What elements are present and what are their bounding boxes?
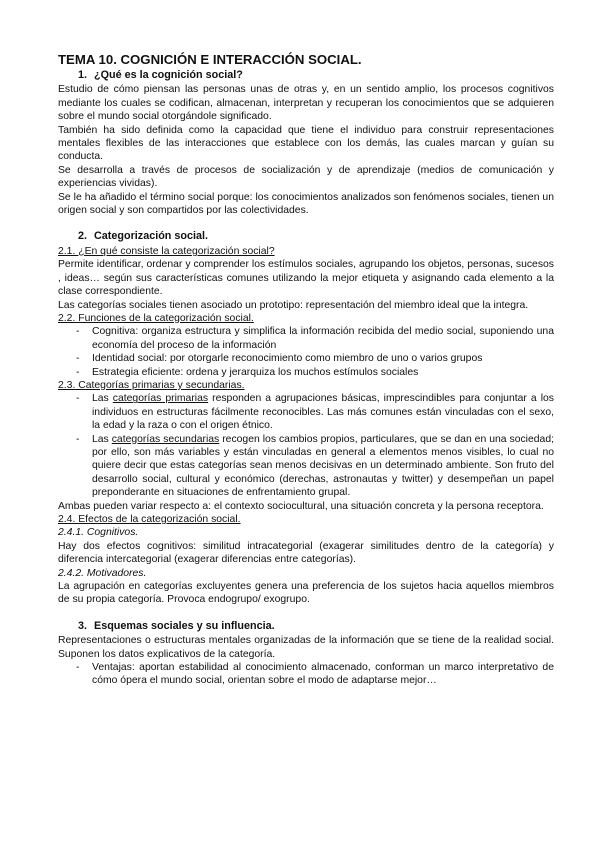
- list-item-text: Estrategia eficiente: ordena y jerarquiza los muchos estímulos sociales: [92, 366, 419, 378]
- list-item-text: Cognitiva: organiza estructura y simplifica la información recibida del medio social, suponiendo una economía del proceso de la información: [92, 326, 554, 351]
- list-item-prefix: Las: [92, 433, 112, 445]
- list-item: [58, 433, 554, 500]
- section-1-paragraph-4: Se le ha añadido el término social porque: los conocimientos analizados son fenómenos sociales, tienen un origen social y son compartidos por las colectividades.: [58, 191, 554, 217]
- list-item: [58, 392, 554, 432]
- section-3-number: 3.: [78, 619, 88, 632]
- list-item-text: recogen los cambios propios, particulares, que se dan en una sociedad; por ello, son más variables y están vinculadas en general a elementos menos visibles, lo cual no quiere decir que estas categorías sean menos decisivas en un determinado ambiente. Son fruto del desarrollo social, cultural y económico (derechas, astronautas y twitter) y desempeñan un papel preponderante en situaciones de enfrentamiento grupal.: [92, 433, 554, 499]
- section-2-4-1-paragraph: Hay dos efectos cognitivos: similitud intracategorial (exagerar similitudes dentro de la categoría) y diferencia intercategorial (exagerar diferencias entre categorías).: [58, 540, 554, 566]
- section-2-number: 2.: [78, 230, 88, 243]
- document-page: [58, 52, 554, 688]
- primary-categories-term: categorías primarias: [112, 393, 209, 405]
- functions-list: [58, 325, 554, 379]
- section-1-heading: [78, 69, 554, 82]
- subsection-2-3-heading: 2.3. Categorías primarias y secundarias.: [58, 379, 245, 391]
- subsection-2-4-1-heading: 2.4.1. Cognitivos.: [58, 527, 139, 539]
- list-dash: -: [76, 662, 80, 674]
- subsection-2-2-heading: 2.2. Funciones de la categorización social.: [58, 312, 254, 324]
- section-2-4-2-paragraph: La agrupación en categorías excluyentes genera una preferencia de los sujetos hacia aquellos miembros de su propia categoría. Provoca endogrupo/ exogrupo.: [58, 581, 554, 606]
- section-1-number: 1.: [78, 69, 88, 81]
- list-dash: -: [76, 366, 80, 378]
- subsection-2-1-heading: 2.1. ¿En qué consiste la categorización social?: [58, 245, 275, 257]
- secondary-categories-term: categorías secundarias: [111, 433, 220, 445]
- document-title: TEMA 10. COGNICIÓN E INTERACCIÓN SOCIAL.: [58, 52, 362, 67]
- list-item-prefix: Las: [92, 393, 113, 405]
- list-item: [58, 352, 554, 365]
- section-2-title: Categorización social.: [94, 230, 208, 243]
- schemas-list: [58, 661, 554, 688]
- list-item: [58, 325, 554, 352]
- list-item: [58, 661, 554, 688]
- list-dash: -: [76, 353, 80, 365]
- section-2-1-paragraph-1: Permite identificar, ordenar y comprender los estímulos sociales, agrupando los objetos, personas, sucesos , ideas… según sus características comunes utilizando la mejor etiqueta y asignando cada elemento a la clase correspondiente.: [58, 259, 554, 298]
- categories-list: [58, 392, 554, 499]
- subsection-2-4-heading: 2.4. Efectos de la categorización social.: [58, 514, 241, 525]
- section-1-paragraph-3: Se desarrolla a través de procesos de socialización y de aprendizaje (medios de comunicación y experiencias vividas).: [58, 164, 554, 190]
- section-3-paragraph-1: Representaciones o estructuras mentales organizadas de la información que se tiene de la realidad social. Suponen los datos explicativos de la categoría.: [58, 635, 554, 660]
- list-dash: -: [76, 433, 80, 445]
- section-1-paragraph-2: También ha sido definida como la capacidad que tiene el individuo para construir representaciones mentales flexibles de las interacciones que establece con los demás, las cuales marcan y guían su conducta.: [58, 124, 554, 163]
- section-1-title: ¿Qué es la cognición social?: [94, 69, 243, 81]
- list-dash: -: [76, 393, 80, 405]
- section-2-heading: [78, 230, 554, 243]
- section-1-paragraph-1: Estudio de cómo piensan las personas unas de otras y, en un sentido amplio, los procesos cognitivos mediante los cuales se codifican, almacenan, interpretan y recuperan los conocimientos que se adquieren sobre el mundo social otorgándole significado.: [58, 84, 554, 123]
- section-3-heading: [78, 620, 554, 633]
- list-item-text: Identidad social: por otorgarle reconocimiento como miembro de uno o varios grupos: [92, 353, 483, 365]
- list-dash: -: [76, 326, 80, 338]
- list-item: [58, 366, 554, 379]
- section-3-title: Esquemas sociales y su influencia.: [94, 619, 275, 632]
- list-item-text: responden a agrupaciones básicas, imprescindibles para conjuntar a los individuos en estructuras fácilmente reconocibles. Las más comunes están vinculadas con el sexo, la edad y la raza o con el origen étnico.: [92, 393, 554, 432]
- list-item-text: Ventajas: aportan estabilidad al conocimiento almacenado, conforman un marco interpretativo de cómo ópera el mundo social, orientan sobre el modo de adaptarse mejor…: [92, 662, 554, 687]
- section-2-1-paragraph-2: Las categorías sociales tienen asociado un prototipo: representación del miembro ideal que la integra.: [58, 299, 529, 311]
- section-2-3-paragraph: Ambas pueden variar respecto a: el contexto sociocultural, una situación concreta y la persona receptora.: [58, 500, 544, 512]
- subsection-2-4-2-heading: 2.4.2. Motivadores.: [58, 567, 147, 579]
